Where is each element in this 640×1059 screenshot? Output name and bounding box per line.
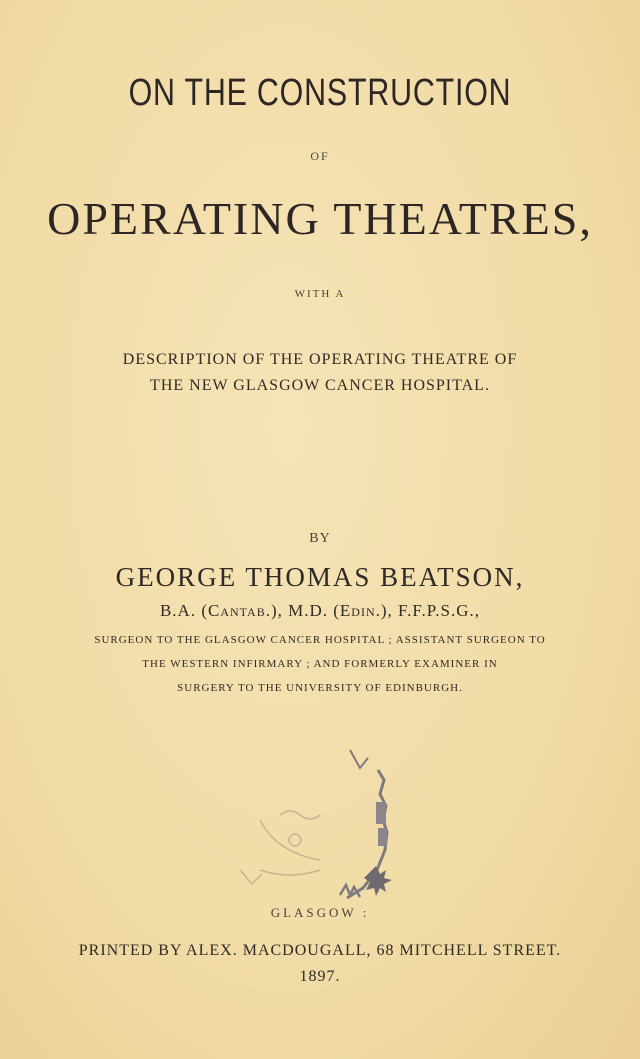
description-line-2: THE NEW GLASGOW CANCER HOSPITAL.	[150, 377, 490, 394]
printers-mark-emblem	[200, 720, 440, 930]
degree-md: ), M.D. (	[270, 601, 340, 620]
title-of: OF	[310, 149, 330, 163]
affiliation-line-1: SURGEON TO THE GLASGOW CANCER HOSPITAL ; ASSISTANT SURGEON TO	[94, 634, 546, 646]
description-line-1: DESCRIPTION OF THE OPERATING THEATRE OF	[122, 351, 518, 368]
degree-cantab: Cantab.	[207, 601, 271, 620]
affiliation-line-2: THE WESTERN INFIRMARY ; AND FORMERLY EXAMINER IN	[142, 658, 498, 670]
author-degrees	[0, 601, 640, 621]
author-name: GEORGE THOMAS BEATSON,	[115, 562, 525, 592]
affiliation-line-3: SURGERY TO THE UNIVERSITY OF EDINBURGH.	[177, 682, 463, 694]
title-line-construction: ON THE CONSTRUCTION	[128, 72, 512, 114]
printer-line: PRINTED BY ALEX. MACDOUGALL, 68 MITCHELL STREET.	[78, 942, 562, 959]
degree-edin: Edin.	[339, 601, 381, 620]
title-main: OPERATING THEATRES,	[47, 193, 593, 244]
degree-rest: ), F.F.P.S.G.,	[380, 601, 481, 620]
publication-year: 1897.	[299, 968, 341, 985]
imprint-city: GLASGOW :	[270, 905, 370, 920]
by-label: BY	[309, 531, 331, 546]
degree-ba: B.A. (	[159, 601, 208, 620]
with-a: WITH A	[294, 288, 346, 300]
